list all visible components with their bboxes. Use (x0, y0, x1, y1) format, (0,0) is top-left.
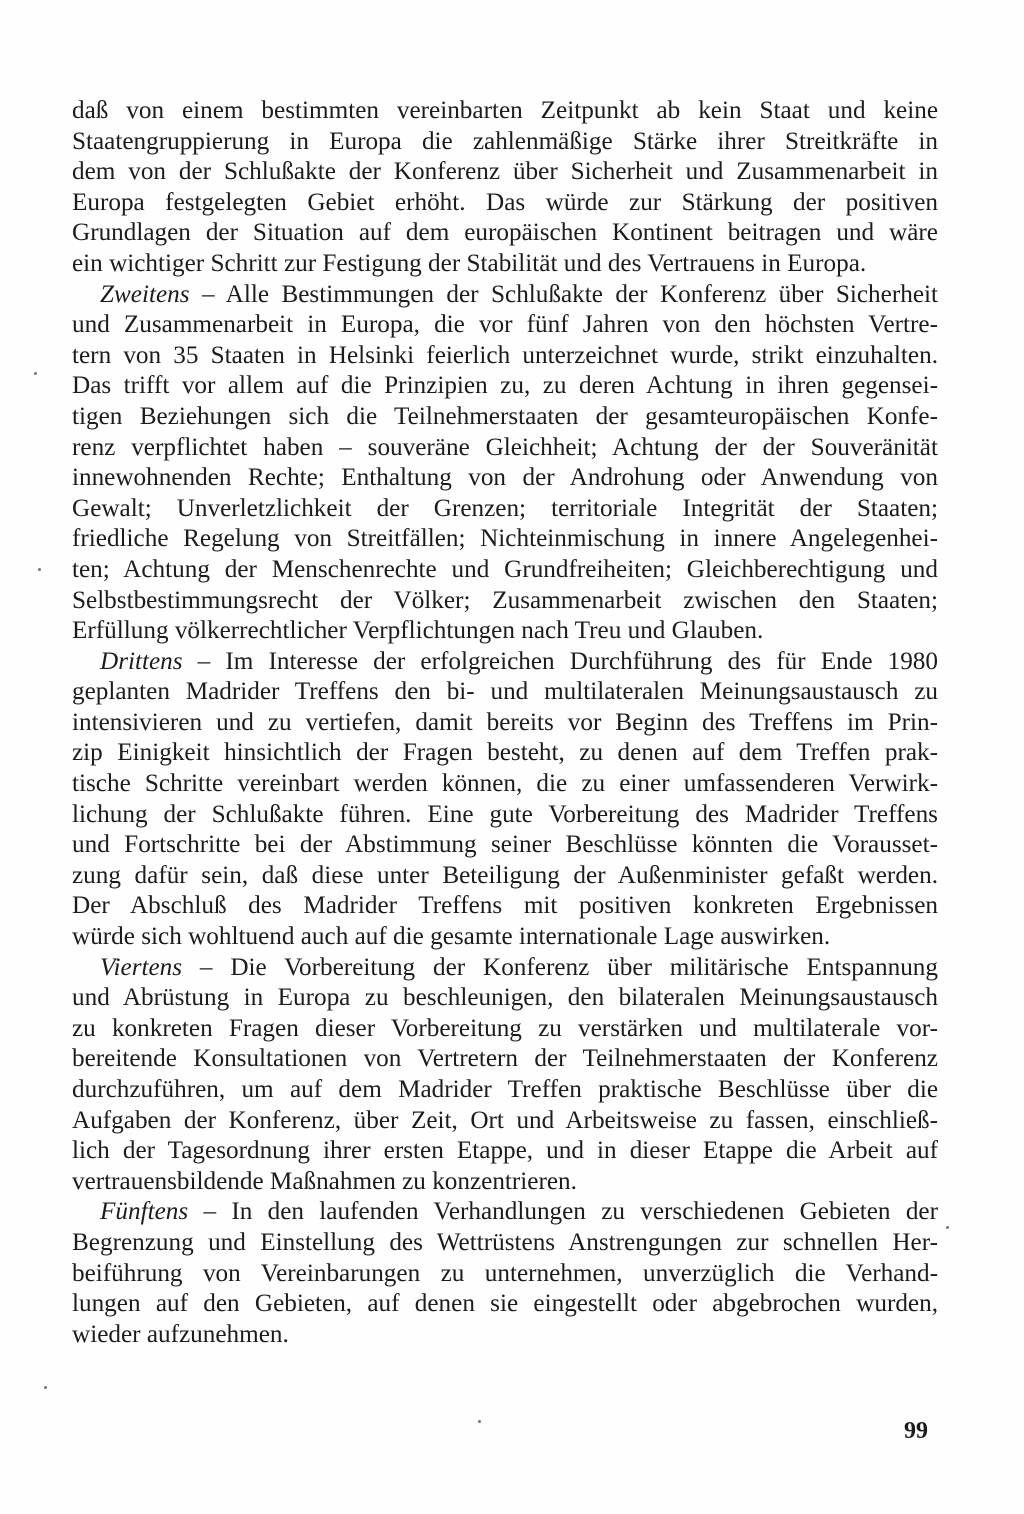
text-line: Das trifft vor allem auf die Prinzipien zu, zu deren Achtung in ihren gegensei- (72, 372, 938, 400)
paragraph-lead: Viertens (100, 953, 183, 981)
text-line: intensivieren und zu vertiefen, damit bereits vor Beginn des Treffens im Prin- (72, 708, 938, 736)
text-line: zung dafür sein, daß diese unter Beteiligung der Außenminister gefaßt werden. (72, 861, 938, 889)
text-line: vertrauensbildende Maßnahmen zu konzentrieren. (72, 1167, 577, 1195)
body-text (72, 96, 938, 1350)
text-line: Grundlagen der Situation auf dem europäischen Kontinent beitragen und wäre (72, 219, 938, 247)
text-line (72, 647, 938, 678)
text-line: Staatengruppierung in Europa die zahlenmäßige Stärke ihrer Streitkräfte in (72, 127, 938, 155)
text-line: Gewalt; Unverletzlichkeit der Grenzen; territoriale Integrität der Staaten; (72, 494, 938, 522)
text-line: würde sich wohltuend auch auf die gesamte internationale Lage auswirken. (72, 923, 831, 951)
text-line: und Abrüstung in Europa zu beschleunigen, den bilateralen Meinungsaustausch (72, 984, 938, 1012)
text-line: durchzuführen, um auf dem Madrider Treffen praktische Beschlüsse über die (72, 1076, 938, 1103)
text-line: Der Abschluß des Madrider Treffens mit positiven konkreten Ergebnissen (72, 892, 938, 920)
paragraph-drittens (72, 647, 938, 953)
text-line (72, 280, 938, 311)
text-line: wieder aufzunehmen. (72, 1320, 289, 1348)
text-line: zu konkreten Fragen dieser Vorbereitung zu verstärken und multilaterale vor- (72, 1014, 938, 1042)
text-line-rest: – Alle Bestimmungen der Schlußakte der Konferenz über Sicherheit (189, 280, 938, 308)
scan-speck (38, 568, 41, 571)
text-line: lich der Tagesordnung ihrer ersten Etappe, und in dieser Etappe die Arbeit auf (72, 1137, 938, 1165)
scan-speck (34, 372, 37, 375)
text-line: Begrenzung und Einstellung des Wettrüstens Anstrengungen zur schnellen Her- (72, 1228, 938, 1256)
paragraph-fuenftens (72, 1197, 938, 1350)
text-line (72, 1197, 938, 1228)
text-line: lungen auf den Gebieten, auf denen sie eingestellt oder abgebrochen wurden, (72, 1290, 938, 1318)
text-line: und Zusammenarbeit in Europa, die vor fünf Jahren von den höchsten Vertre- (72, 311, 938, 339)
text-line: geplanten Madrider Treffens den bi- und multilateralen Meinungsaustausch zu (72, 678, 938, 706)
paragraph (72, 96, 938, 280)
scan-speck (946, 1226, 949, 1229)
text-line: Aufgaben der Konferenz, über Zeit, Ort und Arbeitsweise zu fassen, einschließ- (72, 1106, 938, 1134)
text-line: daß von einem bestimmten vereinbarten Zeitpunkt ab kein Staat und keine (72, 97, 938, 124)
scan-speck (44, 1386, 47, 1389)
text-line: zip Einigkeit hinsichtlich der Fragen besteht, zu denen auf dem Treffen prak- (72, 739, 938, 767)
text-line: dem von der Schlußakte der Konferenz über Sicherheit und Zusammenarbeit in (72, 158, 938, 186)
paragraph-viertens (72, 953, 938, 1198)
text-line: beiführung von Vereinbarungen zu unternehmen, unverzüglich die Verhand- (72, 1259, 938, 1287)
text-line: innewohnenden Rechte; Enthaltung von der Androhung oder Anwendung von (72, 464, 938, 492)
text-line: ein wichtiger Schritt zur Festigung der Stabilität und des Vertrauens in Europa. (72, 249, 867, 277)
paragraph-zweitens (72, 280, 938, 647)
text-line: tern von 35 Staaten in Helsinki feierlich unterzeichnet wurde, strikt einzuhalten. (72, 341, 938, 369)
text-line: und Fortschritte bei der Abstimmung seiner Beschlüsse könnten die Vorausset- (72, 831, 938, 859)
text-line-rest: – In den laufenden Verhandlungen zu verschiedenen Gebieten der (188, 1198, 938, 1226)
paragraph-lead: Fünftens (100, 1198, 189, 1226)
text-line: Selbstbestimmungsrecht der Völker; Zusammenarbeit zwischen den Staaten; (72, 586, 938, 614)
paragraph-lead: Drittens (100, 647, 183, 675)
text-line: Erfüllung völkerrechtlicher Verpflichtungen nach Treu und Glauben. (72, 617, 764, 645)
text-line: friedliche Regelung von Streitfällen; Nichteinmischung in innere Angelegenhei- (72, 525, 938, 553)
page-number: 99 (904, 1418, 928, 1444)
text-line: ten; Achtung der Menschenrechte und Grundfreiheiten; Gleichberechtigung und (72, 555, 938, 583)
text-line: Europa festgelegten Gebiet erhöht. Das würde zur Stärkung der positiven (72, 188, 938, 216)
text-line-rest: – Im Interesse der erfolgreichen Durchführung des für Ende 1980 (182, 647, 938, 675)
paragraph-lead: Zweitens (100, 280, 190, 308)
text-line (72, 953, 938, 984)
text-line: bereitende Konsultationen von Vertretern der Teilnehmerstaaten der Konferenz (72, 1045, 938, 1073)
scan-speck (478, 1420, 481, 1423)
text-line: lichung der Schlußakte führen. Eine gute Vorbereitung des Madrider Treffens (72, 800, 938, 828)
text-line: renz verpflichtet haben – souveräne Gleichheit; Achtung der der Souveränität (72, 433, 938, 461)
text-line: tische Schritte vereinbart werden können, die zu einer umfassenderen Verwirk- (72, 770, 938, 798)
text-line: tigen Beziehungen sich die Teilnehmerstaaten der gesamteuropäischen Konfe- (72, 402, 938, 430)
text-line-rest: – Die Vorbereitung der Konferenz über militärische Entspannung (182, 953, 938, 981)
